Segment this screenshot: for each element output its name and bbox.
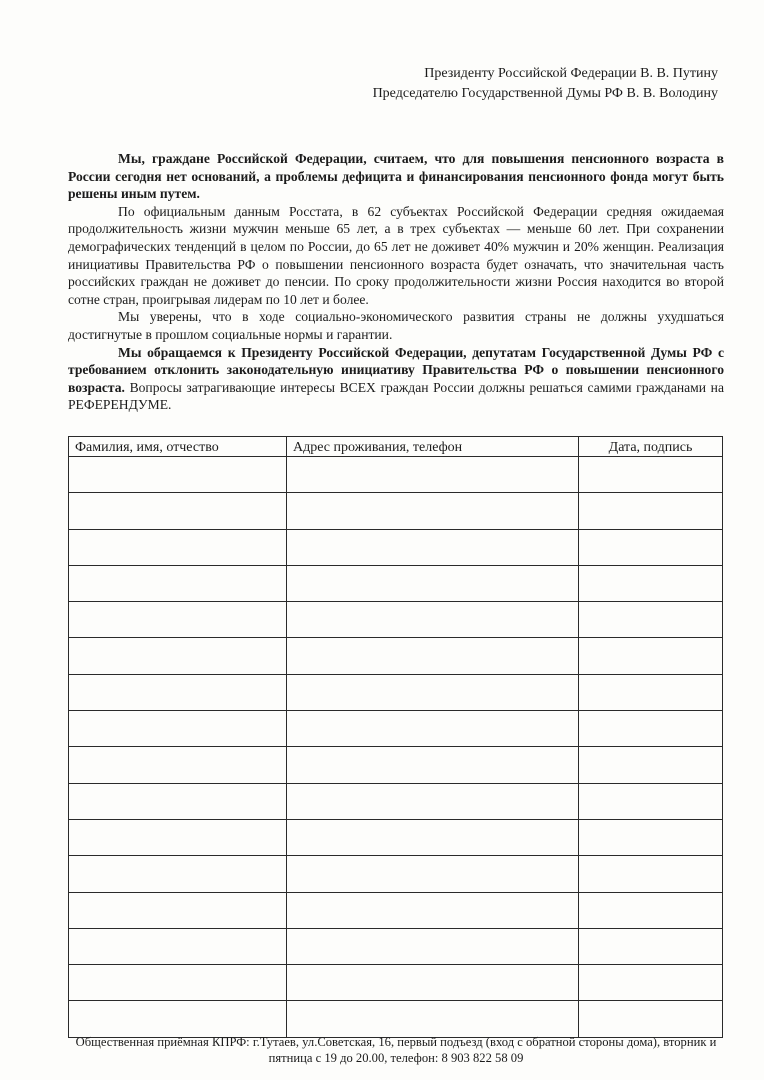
date-signature-cell[interactable] [579,747,723,783]
table-row [69,856,723,892]
addressee-block [373,64,718,104]
petition-text [68,150,724,414]
table-row [69,602,723,638]
date-signature-cell[interactable] [579,493,723,529]
full-name-cell[interactable] [69,529,287,565]
guarantees-paragraph: Мы уверены, что в ходе социально-экономического развития страны не должны ухудшаться достигнутые в прошлом социальные нормы и гарантии. [68,309,724,342]
intro-bold: Мы, граждане Российской Федерации, считаем, что для повышения пенсионного возраста в России сегодня нет оснований, а проблемы дефицита и финансирования пенсионного фонда могут быть решены иным путем. [68,151,724,202]
full-name-cell[interactable] [69,674,287,710]
address-phone-cell[interactable] [287,747,579,783]
full-name-cell[interactable] [69,747,287,783]
full-name-cell[interactable] [69,638,287,674]
full-name-cell[interactable] [69,711,287,747]
address-phone-cell[interactable] [287,892,579,928]
full-name-cell[interactable] [69,819,287,855]
appeal-paragraph [68,344,724,414]
address-phone-cell[interactable] [287,638,579,674]
address-phone-cell[interactable] [287,602,579,638]
table-row [69,638,723,674]
table-row [69,529,723,565]
full-name-cell[interactable] [69,457,287,493]
full-name-cell[interactable] [69,565,287,601]
table-row [69,711,723,747]
date-signature-cell[interactable] [579,1001,723,1037]
appeal-bold: Мы обращаемся к Президенту Российской Федерации, депутатам Государственной Думы РФ с требованием отклонить законодательную инициативу Правительства РФ о повышении пенсионного возраста. [68,344,724,395]
full-name-cell[interactable] [69,965,287,1001]
statistics-paragraph: По официальным данным Росстата, в 62 субъектах Российской Федерации средняя ожидаемая продолжительность жизни мужчин меньше 65 лет, а в трех субъектах — меньше 60 лет. При сохранении демографических тенденций в целом по России, до 65 лет не доживет 40% мужчин и 20% женщин. Реализация инициативы Правительства РФ о повышении пенсионного возраста будет означать, что значительная часть российских граждан не доживет до пенсии. По сроку продолжительности жизни Россия находится во второй сотне стран, проигрывая лидерам по 10 лет и более. [68,203,724,307]
table-row [69,965,723,1001]
full-name-cell[interactable] [69,928,287,964]
date-signature-cell[interactable] [579,638,723,674]
header-address-phone: Адрес проживания, телефон [287,437,579,457]
addressee-president: Президенту Российской Федерации В. В. Путину [424,66,718,81]
date-signature-cell[interactable] [579,711,723,747]
table-row [69,819,723,855]
address-phone-cell[interactable] [287,711,579,747]
table-row [69,747,723,783]
date-signature-cell[interactable] [579,892,723,928]
address-phone-cell[interactable] [287,819,579,855]
table-row [69,674,723,710]
address-phone-cell[interactable] [287,783,579,819]
table-row [69,1001,723,1037]
date-signature-cell[interactable] [579,674,723,710]
address-phone-cell[interactable] [287,565,579,601]
header-date-signature: Дата, подпись [579,437,723,457]
full-name-cell[interactable] [69,1001,287,1037]
date-signature-cell[interactable] [579,783,723,819]
full-name-cell[interactable] [69,602,287,638]
date-signature-cell[interactable] [579,965,723,1001]
date-signature-cell[interactable] [579,529,723,565]
footer-contact: Общественная приёмная КПРФ: г.Тутаев, ул.Советская, 16, первый подъезд (вход с обратной стороны дома), вторник и пятница с 19 до 20.00, телефон: 8 903 822 58 09 [75,1035,717,1065]
full-name-cell[interactable] [69,892,287,928]
signature-rows [69,457,723,1038]
table-row [69,493,723,529]
address-phone-cell[interactable] [287,493,579,529]
header-full-name: Фамилия, имя, отчество [69,437,287,457]
table-header-row [69,437,723,457]
intro-paragraph [68,150,724,203]
table-row [69,457,723,493]
date-signature-cell[interactable] [579,856,723,892]
address-phone-cell[interactable] [287,1001,579,1037]
date-signature-cell[interactable] [579,565,723,601]
table-row [69,892,723,928]
addressee-duma-chair: Председателю Государственной Думы РФ В. В. Володину [372,86,718,101]
table-row [69,783,723,819]
full-name-cell[interactable] [69,783,287,819]
table-row [69,565,723,601]
table-row [69,928,723,964]
full-name-cell[interactable] [69,493,287,529]
address-phone-cell[interactable] [287,529,579,565]
signature-table [68,436,723,1038]
full-name-cell[interactable] [69,856,287,892]
address-phone-cell[interactable] [287,674,579,710]
date-signature-cell[interactable] [579,602,723,638]
date-signature-cell[interactable] [579,457,723,493]
date-signature-cell[interactable] [579,819,723,855]
appeal-rest: Вопросы затрагивающие интересы ВСЕХ граждан России должны решаться самими гражданами на РЕФЕРЕНДУМЕ. [68,379,724,413]
address-phone-cell[interactable] [287,965,579,1001]
address-phone-cell[interactable] [287,457,579,493]
date-signature-cell[interactable] [579,928,723,964]
address-phone-cell[interactable] [287,928,579,964]
address-phone-cell[interactable] [287,856,579,892]
